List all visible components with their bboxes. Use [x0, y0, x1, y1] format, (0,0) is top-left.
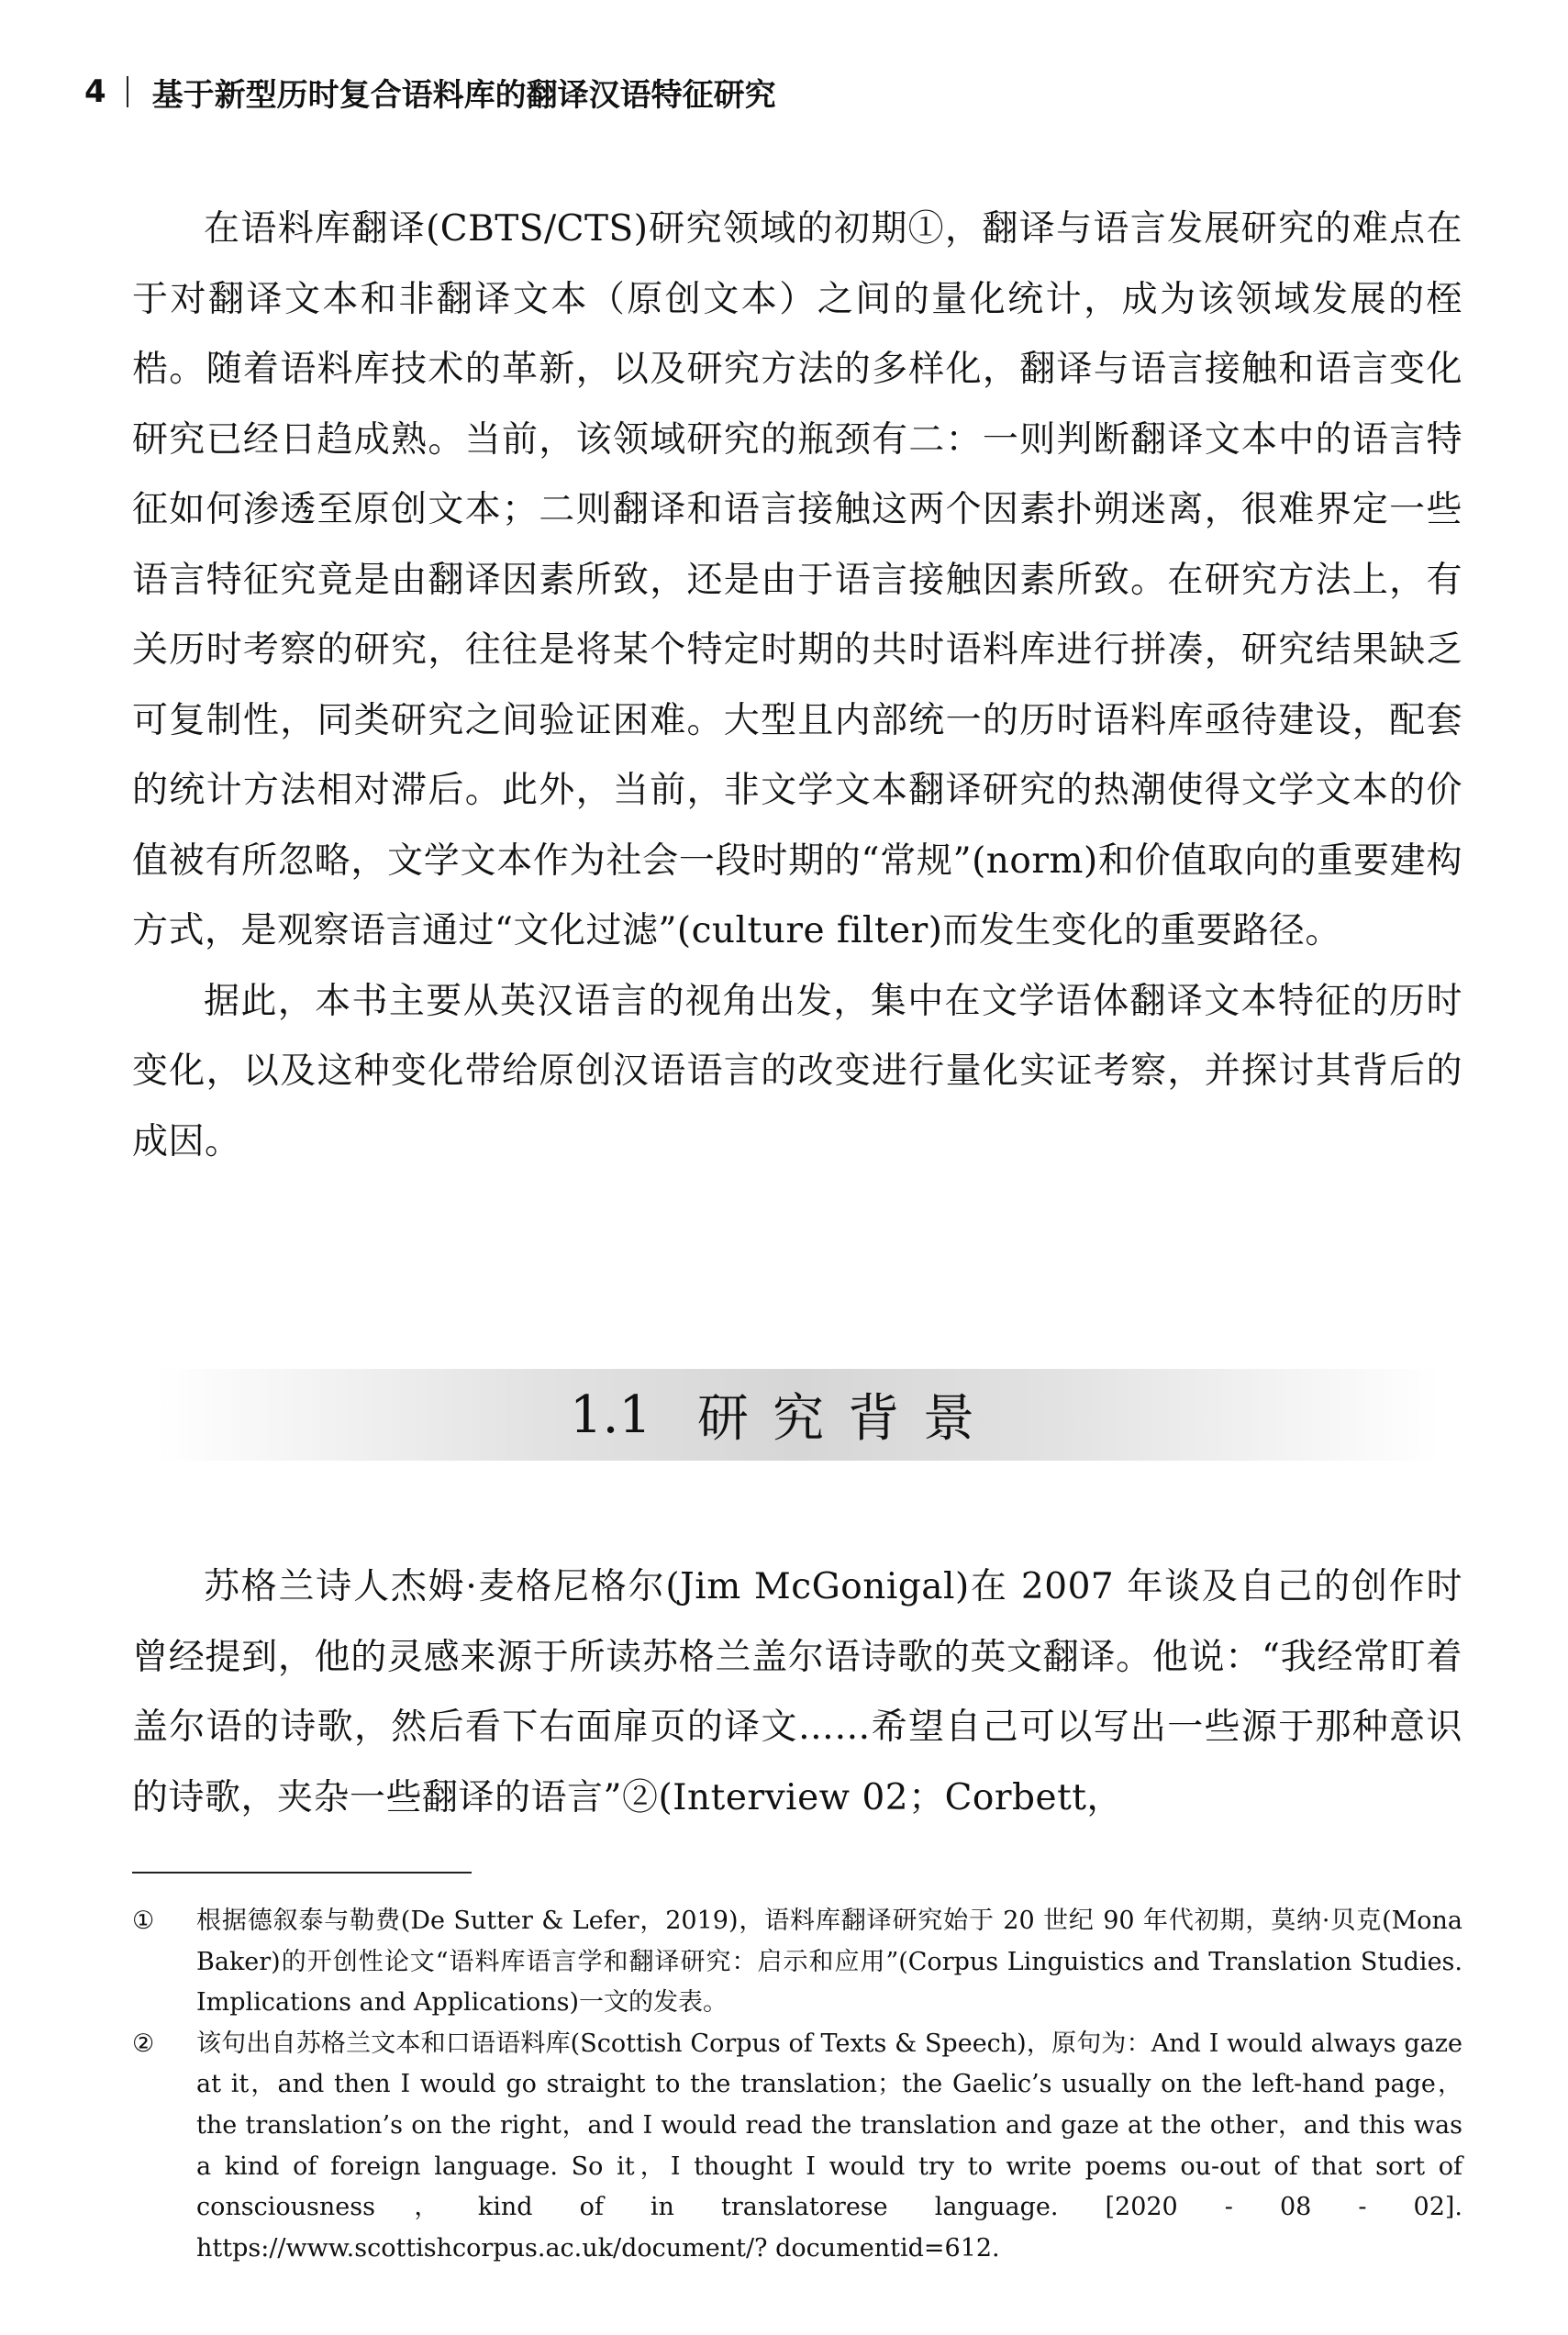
footnote-text: 根据德叙泰与勒费(De Sutter & Lefer，2019)，语料库翻译研究始于 20 世纪 90 年代初期，莫纳·贝克(Mona Baker)的开创性论文“语料库语言学和翻译研究：启示和应用”(Corpus Linguistics and Translation Studies. Implications and Applications)一文的发表。	[196, 1907, 1462, 2018]
paragraph: 在语料库翻译(CBTS/CTS)研究领域的初期①，翻译与语言发展研究的难点在于对翻译文本和非翻译文本（原创文本）之间的量化统计，成为该领域发展的桎梏。随着语料库技术的革新，以及研究方法的多样化，翻译与语言接触和语言变化研究已经日趋成熟。当前，该领域研究的瓶颈有二：一则判断翻译文本中的语言特征如何渗透至原创文本；二则翻译和语言接触这两个因素扑朔迷离，很难界定一些语言特征究竟是由翻译因素所致，还是由于语言接触因素所致。在研究方法上，有关历时考察的研究，往往是将某个特定时期的共时语料库进行拼凑，研究结果缺乏可复制性，同类研究之间验证困难。大型且内部统一的历时语料库亟待建设，配套的统计方法相对滞后。此外，当前，非文学文本翻译研究的热潮使得文学文本的价值被有所忽略，文学文本作为社会一段时期的“常规”(norm)和价值取向的重要建构方式，是观察语言通过“文化过滤”(culture filter)而发生变化的重要路径。	[132, 208, 1462, 951]
paragraph: 据此，本书主要从英汉语言的视角出发，集中在文学语体翻译文本特征的历时变化，以及这种变化带给原创汉语语言的改变进行量化实证考察，并探讨其背后的成因。	[132, 980, 1462, 1162]
background-text	[132, 1552, 1462, 1833]
footnote	[132, 1901, 1462, 2024]
section-title: 研究背景	[697, 1389, 999, 1449]
running-head	[84, 64, 776, 119]
intro-text	[132, 195, 1462, 1177]
section-number: 1.1	[569, 1384, 652, 1445]
footnote	[132, 2024, 1462, 2270]
paragraph: 苏格兰诗人杰姆·麦格尼格尔(Jim McGonigal)在 2007 年谈及自己的创作时曾经提到，他的灵感来源于所读苏格兰盖尔语诗歌的英文翻译。他说：“我经常盯着盖尔语的诗歌，然后看下右面扉页的译文……希望自己可以写出一些源于那种意识的诗歌，夹杂一些翻译的语言”②(Interview 02；Corbett，	[132, 1566, 1462, 1818]
header-divider	[127, 76, 128, 107]
footnote-divider	[132, 1872, 472, 1874]
footnote-mark: ①	[132, 1907, 155, 1935]
page-number: 4	[84, 73, 106, 110]
footnotes	[132, 1901, 1462, 2269]
section-heading	[0, 1369, 1568, 1461]
book-title: 基于新型历时复合语料库的翻译汉语特征研究	[151, 76, 776, 114]
footnote-text: 该句出自苏格兰文本和口语语料库(Scottish Corpus of Texts & Speech)，原句为：And I would always gaze at it，and then I would go straight to the translation；the Gaelic’s usually on the left-hand page，the translation’s on the right，and I would read the translation and gaze at the other，and this was a kind of foreign language. So it，I thought I would try to write poems ou-out of that sort of consciousness，kind of in translatorese language. [2020 - 08 - 02]. https://www.scottishcorpus.ac.uk/document/? documentid=612.	[196, 2029, 1462, 2263]
footnote-mark: ②	[132, 2029, 155, 2058]
